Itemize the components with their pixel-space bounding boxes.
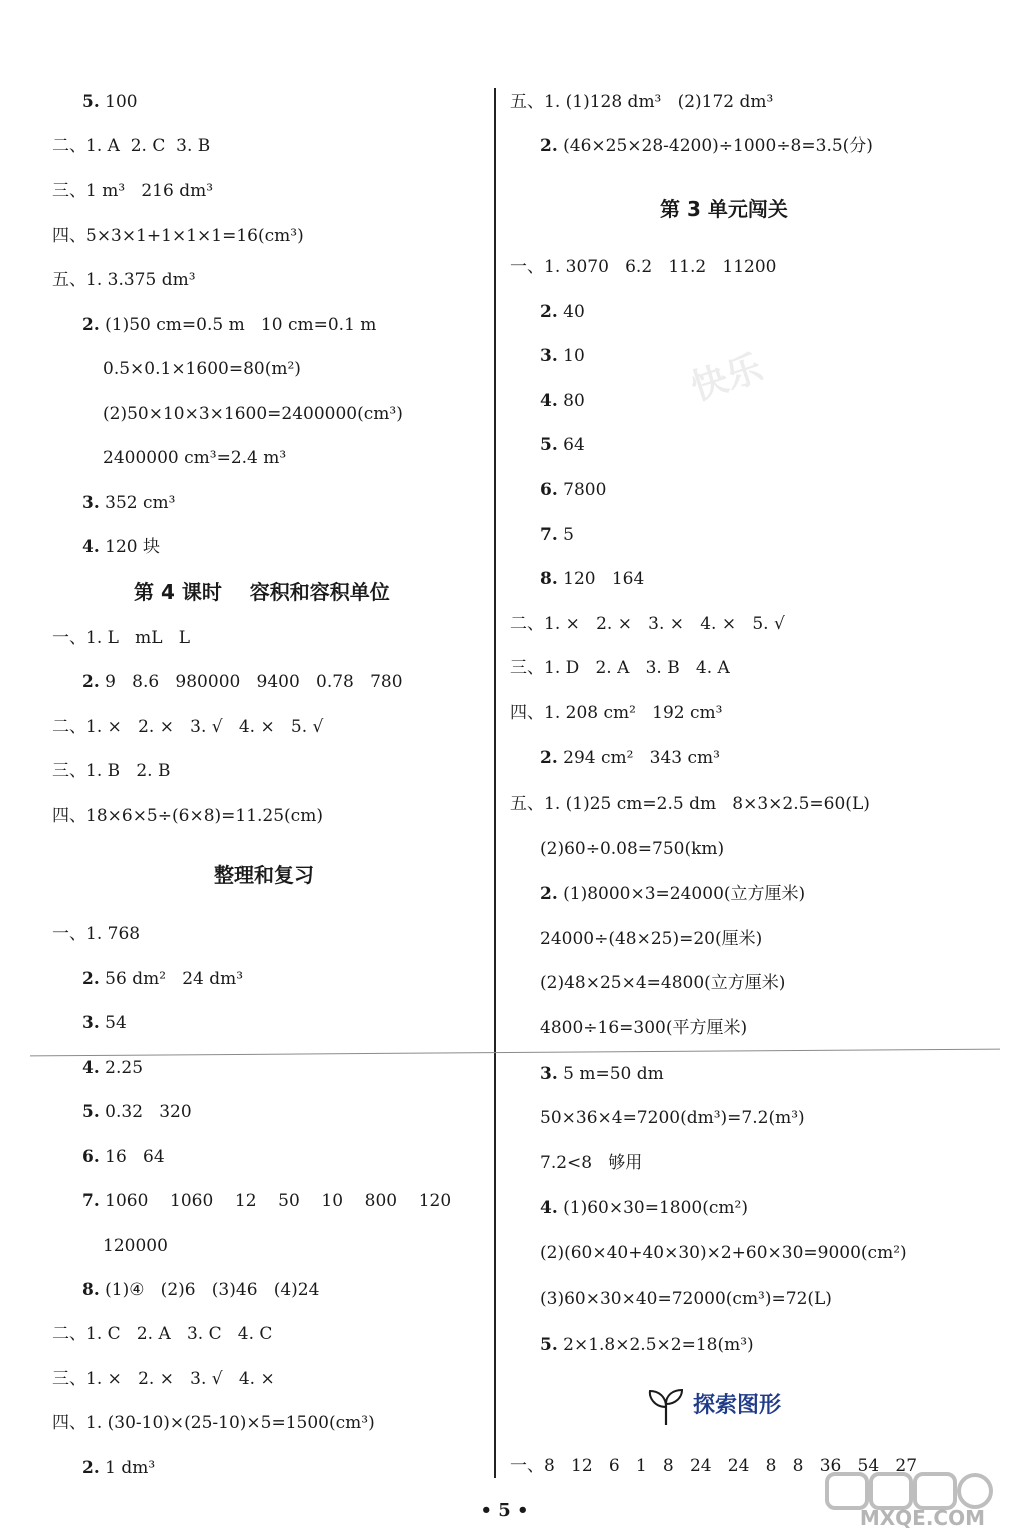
answer-line: 5. 2×1.8×2.5×2=18(m³)	[540, 1335, 754, 1355]
answer-line: 一、1. 768	[52, 924, 141, 944]
answer-line: 5. 64	[540, 435, 585, 455]
answer-line: 4. 80	[540, 391, 585, 411]
answer-line: 50×36×4=7200(dm³)=7.2(m³)	[540, 1108, 805, 1128]
answer-line: 3. 352 cm³	[82, 493, 176, 513]
answer-line: 二、1. × 2. × 3. × 4. × 5. √	[510, 614, 785, 634]
answer-line: 2. (46×25×28-4200)÷1000÷8=3.5(分)	[540, 136, 873, 156]
answer-line: 三、1. B 2. B	[52, 761, 171, 781]
answer-line: 四、5×3×1+1×1×1=16(cm³)	[52, 226, 304, 246]
answer-line: (2)60÷0.08=750(km)	[540, 839, 725, 859]
answer-line: 6. 7800	[540, 480, 607, 500]
answer-line: 2. (1)8000×3=24000(立方厘米)	[540, 884, 806, 904]
answer-line: (2)50×10×3×1600=2400000(cm³)	[103, 404, 403, 424]
answer-line: 7. 1060 1060 12 50 10 800 120	[82, 1191, 452, 1211]
answer-line: 二、1. × 2. × 3. √ 4. × 5. √	[52, 717, 324, 737]
section-heading-explore: 探索图形	[693, 1393, 782, 1418]
answer-line: 2. (1)50 cm=0.5 m 10 cm=0.1 m	[82, 315, 377, 335]
answer-line: 2. 1 dm³	[82, 1458, 156, 1478]
watermark-site: MXQE.COM	[859, 1506, 985, 1530]
sprout-icon	[646, 1387, 686, 1427]
answer-line: 一、1. 3070 6.2 11.2 11200	[510, 257, 777, 277]
answer-line: 8. (1)④ (2)6 (3)46 (4)24	[82, 1280, 320, 1300]
answer-line: 4800÷16=300(平方厘米)	[540, 1018, 748, 1038]
answer-line: 3. 54	[82, 1013, 127, 1033]
page-number: • 5 •	[480, 1500, 529, 1521]
answer-line: 一、1. L mL L	[52, 628, 191, 648]
answer-line: 120000	[103, 1236, 168, 1256]
answer-line: 2. 294 cm² 343 cm³	[540, 748, 720, 768]
answer-line: 6. 16 64	[82, 1147, 165, 1167]
answer-line: 三、1 m³ 216 dm³	[52, 181, 214, 201]
answer-line: (2)(60×40+40×30)×2+60×30=9000(cm²)	[540, 1243, 907, 1263]
answer-line: 五、1. 3.375 dm³	[52, 270, 196, 290]
column-divider	[494, 88, 496, 1478]
answer-line: 4. (1)60×30=1800(cm²)	[540, 1198, 748, 1218]
answer-line: 一、8 12 6 1 8 24 24 8 8 36 54 27	[510, 1456, 918, 1476]
answer-line: (3)60×30×40=72000(cm³)=72(L)	[540, 1289, 832, 1309]
answer-line: 四、18×6×5÷(6×8)=11.25(cm)	[52, 806, 323, 826]
answer-line: 5. 0.32 320	[82, 1102, 192, 1122]
answer-line: 7.2<8 够用	[540, 1153, 643, 1173]
answer-line: 三、1. D 2. A 3. B 4. A	[510, 658, 730, 678]
answer-line: 二、1. A 2. C 3. B	[52, 136, 211, 156]
answer-line: 2. 40	[540, 302, 585, 322]
answer-line: 8. 120 164	[540, 569, 645, 589]
answer-line: 五、1. (1)128 dm³ (2)172 dm³	[510, 92, 774, 112]
answer-line: 0.5×0.1×1600=80(m²)	[103, 359, 301, 379]
answer-line: 4. 120 块	[82, 537, 161, 557]
answer-line: 3. 5 m=50 dm	[540, 1064, 664, 1084]
answer-line: (2)48×25×4=4800(立方厘米)	[540, 973, 786, 993]
answer-line: 5. 100	[82, 92, 138, 112]
answer-line: 7. 5	[540, 525, 574, 545]
watermark-stamp: 快乐	[686, 346, 768, 409]
answer-line: 3. 10	[540, 346, 585, 366]
answer-line: 四、1. 208 cm² 192 cm³	[510, 703, 723, 723]
answer-line: 24000÷(48×25)=20(厘米)	[540, 929, 763, 949]
answer-line: 四、1. (30-10)×(25-10)×5=1500(cm³)	[52, 1413, 375, 1433]
answer-line: 五、1. (1)25 cm=2.5 dm 8×3×2.5=60(L)	[510, 794, 870, 814]
page-fold-line	[30, 1049, 1000, 1057]
section-heading: 第 4 课时 容积和容积单位	[134, 580, 390, 604]
answer-line: 2. 9 8.6 980000 9400 0.78 780	[82, 672, 403, 692]
answer-line: 二、1. C 2. A 3. C 4. C	[52, 1324, 273, 1344]
answer-line: 4. 2.25	[82, 1058, 144, 1078]
answer-line: 三、1. × 2. × 3. √ 4. ×	[52, 1369, 275, 1389]
section-heading: 整理和复习	[214, 863, 314, 887]
answer-line: 2400000 cm³=2.4 m³	[103, 448, 287, 468]
answer-line: 2. 56 dm² 24 dm³	[82, 969, 244, 989]
section-heading: 第 3 单元闯关	[660, 197, 788, 221]
